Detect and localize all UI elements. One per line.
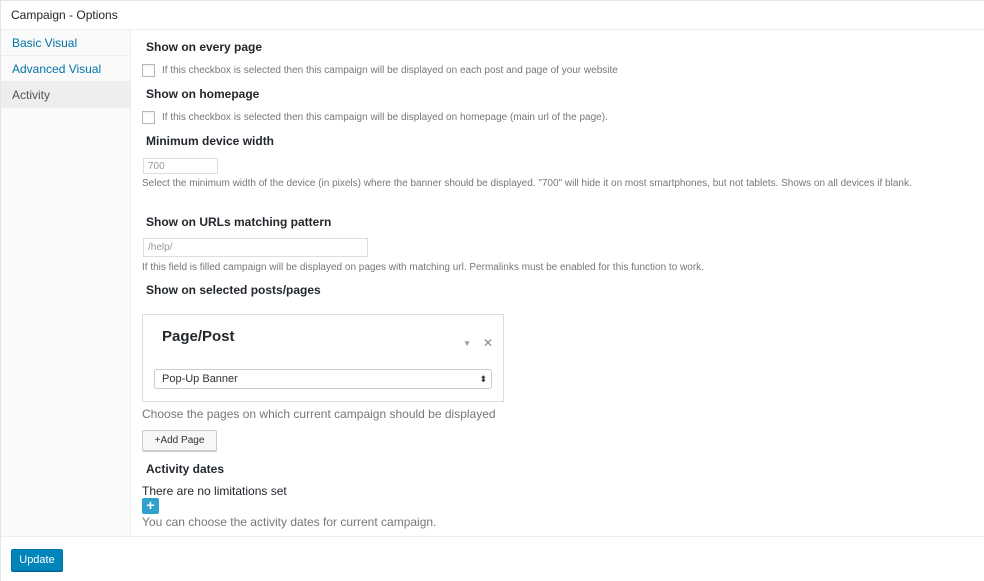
every-page-title: Show on every page bbox=[146, 40, 263, 54]
page-post-selected-value: Pop-Up Banner bbox=[162, 373, 238, 385]
page-post-title: Page/Post bbox=[162, 328, 235, 345]
activity-dates-status: There are no limitations set bbox=[142, 484, 287, 498]
homepage-checkbox[interactable] bbox=[142, 111, 155, 124]
add-date-icon[interactable]: + bbox=[142, 498, 159, 514]
activity-dates-description: You can choose the activity dates for current campaign. bbox=[142, 515, 437, 529]
every-page-checkbox[interactable] bbox=[142, 64, 155, 77]
panel-title: Campaign - Options bbox=[11, 8, 118, 22]
sidebar-item-activity[interactable]: Activity bbox=[1, 82, 130, 108]
min-width-input[interactable]: 700 bbox=[143, 158, 218, 174]
homepage-row bbox=[142, 111, 608, 124]
min-width-description: Select the minimum width of the device (in pixels) where the banner should be displayed. "700" will hide it on most smartphones, but not tablets. Shows on all devices if blank. bbox=[142, 178, 912, 189]
page-post-select[interactable] bbox=[154, 369, 492, 389]
min-width-title: Minimum device width bbox=[146, 134, 275, 148]
sidebar-item-advanced-visual[interactable]: Advanced Visual bbox=[1, 56, 130, 82]
page-post-box bbox=[142, 314, 504, 402]
homepage-description: If this checkbox is selected then this campaign will be displayed on homepage (main url of the page). bbox=[162, 112, 608, 123]
add-page-button[interactable]: +Add Page bbox=[142, 430, 217, 451]
selected-posts-title: Show on selected posts/pages bbox=[146, 283, 321, 297]
activity-dates-title: Activity dates bbox=[146, 462, 225, 476]
every-page-row bbox=[142, 64, 618, 77]
sidebar-item-basic-visual[interactable]: Basic Visual bbox=[1, 30, 130, 56]
collapse-arrow-icon[interactable]: ▼ bbox=[463, 339, 471, 348]
panel-footer bbox=[1, 536, 984, 581]
homepage-title: Show on homepage bbox=[146, 87, 260, 101]
selected-posts-description: Choose the pages on which current campaign should be displayed bbox=[142, 407, 496, 421]
every-page-description: If this checkbox is selected then this campaign will be displayed on each post and page of your website bbox=[162, 65, 618, 76]
url-pattern-input[interactable]: /help/ bbox=[143, 238, 368, 257]
activity-content bbox=[131, 30, 984, 536]
options-sidebar bbox=[1, 30, 131, 536]
close-icon[interactable]: ✕ bbox=[482, 336, 493, 350]
url-pattern-description: If this field is filled campaign will be displayed on pages with matching url. Permalinks must be enabled for this function to work. bbox=[142, 262, 704, 273]
update-button[interactable]: Update bbox=[11, 549, 63, 571]
url-pattern-title: Show on URLs matching pattern bbox=[146, 215, 332, 229]
select-updown-icon: ⬍ bbox=[479, 374, 487, 384]
panel-header bbox=[1, 1, 984, 30]
